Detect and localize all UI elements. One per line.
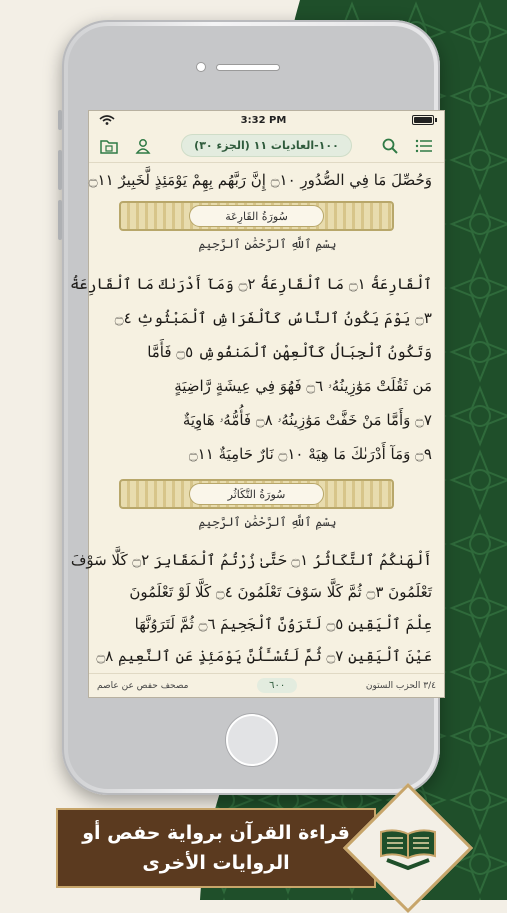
quran-line[interactable]: ٱلْقَارِعَةُ ۝١ مَا ٱلْقَارِعَةُ ۝٢ وَمَآ أَدْرَىٰكَ مَا ٱلْقَارِعَةُ: [70, 275, 432, 293]
quran-line[interactable]: أَلْهَىٰكُمُ ٱلتَّكَاثُرُ ۝١ حَتَّىٰ زُرْتُمُ ٱلْمَقَابِرَ ۝٢ كَلَّا سَوْفَ: [70, 551, 432, 569]
profile-icon[interactable]: [131, 134, 155, 158]
wifi-icon: [99, 115, 115, 125]
front-camera: [196, 62, 206, 72]
promo-caption: [20, 808, 488, 888]
caption-line-1: قراءة القرآن برواية حفص أو: [82, 822, 350, 844]
home-button[interactable]: [226, 714, 278, 766]
quran-line[interactable]: عِلْمَ ٱلْيَقِينِ ۝٥ لَتَرَوُنَّ ٱلْجَحِيمَ ۝٦ ثُمَّ لَتَرَوُنَّهَا: [134, 615, 432, 633]
quran-line[interactable]: عَيْنَ ٱلْيَقِينِ ۝٧ ثُمَّ لَتُسْـَٔلُنَّ يَوْمَئِذٍ عَنِ ٱلنَّعِيمِ ۝٨: [96, 647, 432, 665]
bismillah: بِسْمِ ٱللَّهِ ٱلرَّحْمَٰنِ ٱلرَّحِيمِ: [198, 515, 337, 529]
quran-line[interactable]: مَن ثَقُلَتْ مَوَٰزِينُهُۥ ۝٦ فَهُوَ فِي عِيشَةٍ رَّاضِيَةٍ: [174, 377, 432, 395]
status-bar: [89, 111, 444, 129]
mushaf-page: [70, 163, 446, 675]
quran-line[interactable]: تَعْلَمُونَ ۝٣ ثُمَّ كَلَّا سَوْفَ تَعْلَمُونَ ۝٤ كَلَّا لَوْ تَعْلَمُونَ: [129, 583, 432, 601]
caption-box: [56, 808, 376, 888]
toolbar: [89, 129, 444, 163]
open-book-icon: [370, 820, 446, 876]
bismillah: بِسْمِ ٱللَّهِ ٱلرَّحْمَٰنِ ٱلرَّحِيمِ: [198, 237, 337, 251]
battery-icon: [412, 115, 434, 125]
page-footer: [89, 673, 444, 697]
mushaf-name: مصحف حفص عن عاصم: [97, 680, 189, 691]
surah-header-banner: [119, 479, 394, 509]
menu-icon[interactable]: [412, 134, 436, 158]
surah-name: سُورَةُ التَّكَاثُر: [189, 483, 324, 505]
quran-line[interactable]: وَتَكُونُ ٱلْجِبَالُ كَٱلْعِهْنِ ٱلْمَنفُوشِ ۝٥ فَأَمَّا: [147, 343, 432, 361]
side-button: [58, 110, 62, 130]
quran-line[interactable]: ۝٧ وَأَمَّا مَنْ خَفَّتْ مَوَٰزِينُهُۥ ۝٨ فَأُمُّهُۥ هَاوِيَةٌ: [182, 411, 432, 429]
surah-title-button[interactable]: ١٠٠-العاديات ١١ (الجزء ٣٠): [181, 134, 352, 157]
quran-line[interactable]: وَحُصِّلَ مَا فِي الصُّدُورِ ۝١٠ إِنَّ رَبَّهُم بِهِمْ يَوْمَئِذٍ لَّخَبِيرٌ ۝١١: [88, 171, 432, 189]
quran-line[interactable]: ۝٣ يَوْمَ يَكُونُ ٱلنَّاسُ كَٱلْفَرَاشِ ٱلْمَبْثُوثِ ۝٤: [114, 309, 432, 327]
search-icon[interactable]: [378, 134, 402, 158]
volume-up-button: [58, 150, 62, 190]
earpiece-speaker: [216, 64, 280, 71]
bookmarks-folder-icon[interactable]: [97, 134, 121, 158]
caption-line-2: الروايات الأخرى: [142, 852, 290, 874]
surah-name: سُورَةُ القَارِعَة: [189, 205, 324, 227]
surah-header-banner: [119, 201, 394, 231]
app-screen: [70, 110, 445, 698]
quran-line[interactable]: ۝٩ وَمَآ أَدْرَىٰكَ مَا هِيَهْ ۝١٠ نَارٌ حَامِيَةٌ ۝١١: [188, 445, 432, 463]
page-number[interactable]: ٦٠٠: [257, 678, 297, 693]
status-time: 3:32 PM: [240, 114, 287, 126]
volume-down-button: [58, 200, 62, 240]
hizb-label: ٣/٤ الحزب الستون: [365, 680, 436, 691]
